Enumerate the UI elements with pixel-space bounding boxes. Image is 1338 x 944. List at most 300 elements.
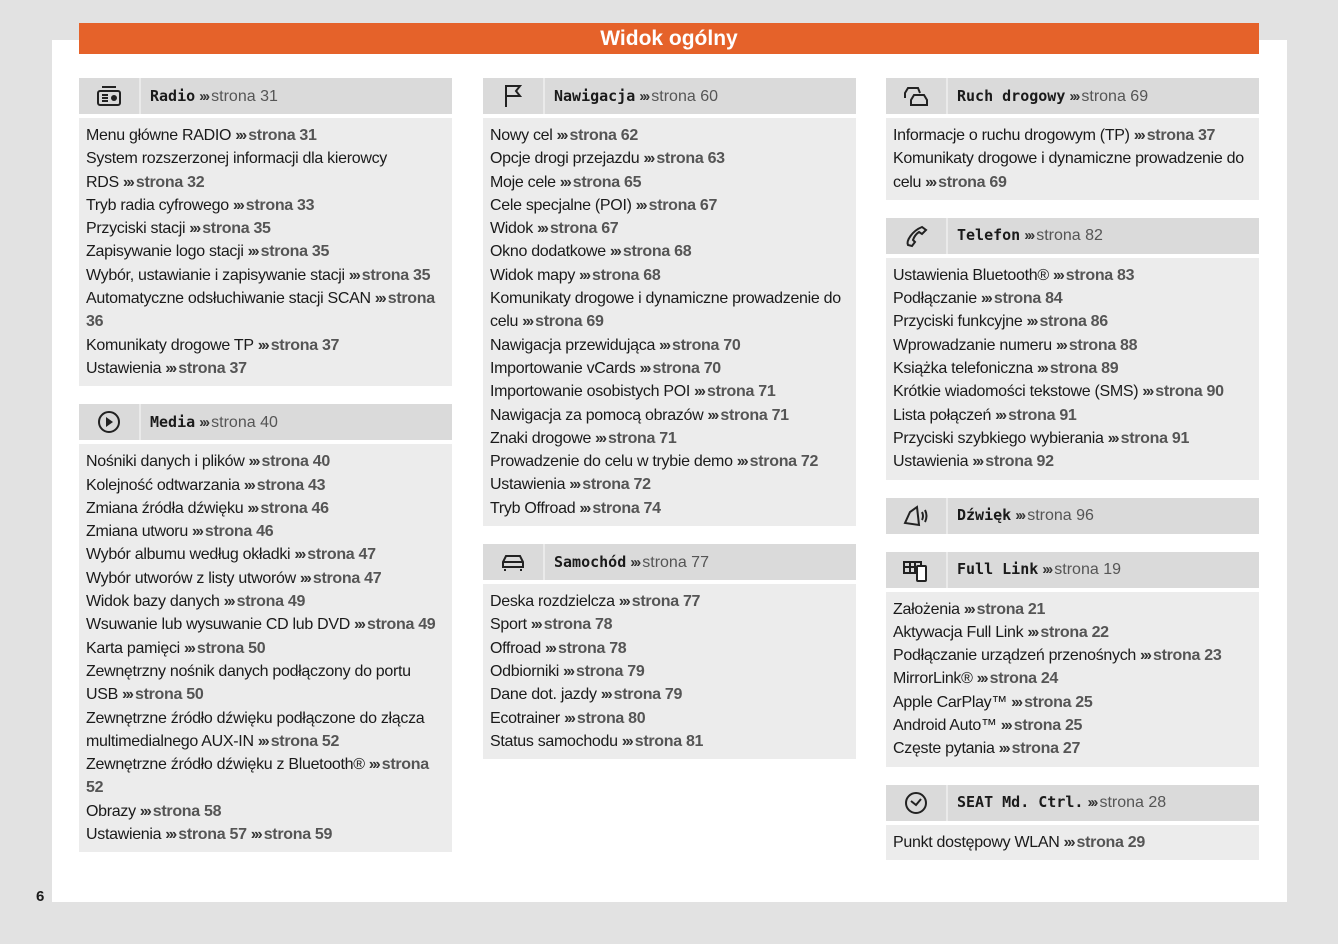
page-link[interactable]: strona 83 [1065,266,1135,284]
arrow-icon: ››› [1036,360,1047,378]
arrow-icon: ››› [348,266,359,284]
arrow-icon: ››› [1069,87,1079,105]
page-link[interactable]: strona 47 [307,546,376,564]
list-item [490,124,849,147]
clock-icon [886,785,948,821]
column-right [886,78,1259,878]
list-item [86,450,445,473]
section-items [886,592,1259,767]
list-item [490,497,849,520]
arrow-icon: ››› [374,290,385,308]
item-text: Cele specjalne (POI) [490,196,632,214]
radio-icon [79,78,141,114]
item-text: Widok bazy danych [86,593,220,611]
page-link[interactable]: strona 46 [260,499,329,517]
list-item [490,707,849,730]
section-title[interactable] [948,226,1103,245]
page-link[interactable]: strona 91 [1120,429,1190,447]
section-title[interactable] [948,793,1166,812]
list-item [893,450,1252,473]
list-item [86,474,445,497]
arrow-icon: ››› [199,87,209,105]
arrow-icon: ››› [635,196,646,214]
item-text: Komunikaty drogowe i dynamiczne prowadzenie do celu [893,150,1244,191]
list-item [490,171,849,194]
list-item [490,613,849,636]
arrow-icon: ››› [199,413,209,431]
item-text: Ustawienia [490,476,566,494]
list-item [86,800,445,823]
list-item [893,334,1252,357]
arrow-icon: ››› [368,756,379,774]
arrow-icon: ››› [248,453,259,471]
arrow-icon: ››› [556,127,567,144]
item-text: Automatyczne odsłuchiwanie stacji SCAN [86,290,371,308]
car-icon [483,544,545,580]
list-item [490,380,849,403]
page-link[interactable]: strona 22 [1040,623,1109,641]
page-link[interactable]: strona 78 [543,616,613,634]
list-item [490,427,849,450]
section-name: Radio [150,86,196,105]
item-text: Komunikaty drogowe i dynamiczne prowadzenie do celu [490,290,841,331]
item-text: Ustawienia [86,359,162,377]
page-link[interactable]: strona 77 [642,553,709,571]
page-link[interactable]: strona 68 [622,243,692,261]
item-text: MirrorLink® [893,670,973,688]
page-link[interactable]: strona 57 [178,826,247,844]
page-link[interactable]: strona 29 [1076,833,1145,851]
arrow-icon: ››› [183,639,194,657]
page-link[interactable]: strona 62 [569,127,638,144]
item-text: Wybór utworów z listy utworów [86,569,296,587]
section-name: Telefon [957,226,1021,245]
page-link[interactable]: strona 90 [1155,383,1224,401]
arrow-icon: ››› [1142,383,1153,401]
item-text: Dane dot. jazdy [490,686,597,704]
item-text: Informacje o ruchu drogowym (TP) [893,127,1130,144]
section-title[interactable] [141,413,278,432]
list-item [86,287,445,334]
item-text: Wsuwanie lub wysuwanie CD lub DVD [86,616,350,634]
list-item [893,621,1252,644]
page-link[interactable]: strona 33 [245,196,315,214]
list-item [86,334,445,357]
list-item [86,543,445,566]
list-item [86,660,445,707]
arrow-icon: ››› [639,87,649,105]
arrow-icon: ››› [736,453,747,471]
arrow-icon: ››› [232,196,243,214]
section-header [886,785,1259,821]
arrow-icon: ››› [639,359,650,377]
arrow-icon: ››› [595,429,606,447]
list-item [86,753,445,800]
item-text: Importowanie osobistych POI [490,383,690,401]
arrow-icon: ››› [122,686,132,704]
list-item [86,823,445,846]
arrow-icon: ››› [1087,794,1097,812]
traffic-icon [886,78,948,114]
item-text: Zmiana utworu [86,523,188,541]
page-link[interactable]: strona 50 [196,639,266,657]
section-items [79,118,452,386]
list-item [86,194,445,217]
list-item [893,737,1252,760]
page-link[interactable]: strona 21 [976,600,1046,618]
list-item [490,473,849,496]
section-traffic [886,78,1259,200]
arrow-icon: ››› [1024,227,1034,245]
item-text: Zewnętrzne źródło dźwięku podłączone do złącza multimedialnego AUX-IN [86,709,425,750]
item-text: Tryb Offroad [490,499,576,517]
arrow-icon: ››› [299,569,310,587]
page-link[interactable]: strona 92 [985,453,1054,471]
list-item [893,831,1252,854]
page-link[interactable]: strona 31 [248,127,317,144]
page-link[interactable]: strona 71 [720,406,789,424]
list-item [86,520,445,543]
arrow-icon: ››› [1015,507,1025,525]
page-link[interactable]: strona 28 [1099,794,1167,812]
item-text: Sport [490,616,527,634]
list-item [490,683,849,706]
page-link[interactable]: strona 49 [236,593,306,611]
item-text: Kolejność odtwarzania [86,476,240,494]
page-link[interactable]: strona 69 [1081,87,1149,105]
arrow-icon: ››› [621,732,632,750]
page-link[interactable]: strona 58 [152,802,222,820]
list-item [490,287,849,334]
item-text: Prowadzenie do celu w trybie demo [490,453,733,471]
page-link[interactable]: strona 67 [549,220,619,238]
list-item [490,264,849,287]
section-header [886,78,1259,114]
section-header [886,218,1259,254]
list-item [86,497,445,520]
list-item [86,590,445,613]
item-text: Status samochodu [490,732,618,750]
arrow-icon: ››› [694,383,704,401]
list-item [893,714,1252,737]
arrow-icon: ››› [579,266,590,284]
arrow-icon: ››› [643,150,654,168]
section-title[interactable] [948,506,1094,525]
list-item [490,147,849,170]
page-link[interactable]: strona 79 [576,662,645,680]
arrow-icon: ››› [707,406,718,424]
section-full-link [886,552,1259,767]
item-text: Odbiorniki [490,662,560,680]
column-left [79,78,452,870]
page-link[interactable]: strona 35 [202,220,271,238]
page-link[interactable]: strona 68 [592,266,661,284]
item-text: Ustawienia [86,826,162,844]
page-link[interactable]: strona 52 [270,732,340,750]
page-link[interactable]: strona 25 [1013,717,1083,735]
page-link[interactable]: strona 46 [204,523,274,541]
arrow-icon: ››› [139,802,150,820]
arrow-icon: ››› [976,670,987,688]
section-title[interactable] [545,87,718,106]
item-text: Podłączanie [893,290,977,308]
item-text: Komunikaty drogowe TP [86,336,254,354]
page-link[interactable]: strona 50 [134,686,204,704]
section-title[interactable] [948,560,1121,579]
page-link[interactable]: strona 81 [634,732,704,750]
page-link[interactable]: strona 84 [993,290,1063,308]
item-text: Opcje drogi przejazdu [490,150,640,168]
list-item [490,450,849,473]
page-link[interactable]: strona 40 [261,453,330,471]
arrow-icon: ››› [122,173,133,191]
page-link[interactable]: strona 49 [366,616,436,634]
arrow-icon: ››› [618,593,629,611]
arrow-icon: ››› [544,639,555,657]
item-text: Książka telefoniczna [893,360,1033,378]
page-link[interactable]: strona 52 [86,756,429,797]
page-link[interactable]: strona 31 [211,87,278,105]
full-link-icon [886,552,948,588]
item-text: System rozszerzonej informacji dla kierowcy RDS [86,150,387,191]
page-link[interactable]: strona 72 [749,453,819,471]
page-link[interactable]: strona 37 [270,336,340,354]
item-text: Deska rozdzielcza [490,593,615,611]
section-header [483,544,856,580]
item-text: Ecotrainer [490,709,560,727]
item-text: Nowy cel [490,127,553,144]
page-link[interactable]: strona 82 [1036,227,1103,245]
page-link[interactable]: strona 40 [211,413,278,431]
arrow-icon: ››› [165,826,176,844]
speaker-icon [886,498,948,534]
arrow-icon: ››› [353,616,364,634]
arrow-icon: ››› [1140,647,1150,665]
item-text: Założenia [893,600,960,618]
list-item [86,147,445,194]
list-item [86,613,445,636]
page-link[interactable]: strona 80 [576,709,646,727]
play-icon [79,404,141,440]
list-item [490,637,849,660]
arrow-icon: ››› [1026,313,1037,331]
page-link[interactable]: strona 35 [260,243,330,261]
section-name: Samochód [554,552,627,571]
arrow-icon: ››› [995,406,1006,424]
page-link[interactable]: strona 60 [651,87,718,105]
phone-icon [886,218,948,254]
page-link[interactable]: strona 59 [263,826,333,844]
section-title[interactable] [948,87,1148,106]
item-text: Krótkie wiadomości tekstowe (SMS) [893,383,1139,401]
section-items [886,825,1259,860]
section-header [79,78,452,114]
list-item [490,590,849,613]
page-link[interactable]: strona 37 [178,359,247,377]
section-name: Media [150,412,196,431]
item-text: Apple CarPlay™ [893,693,1008,711]
page-link[interactable]: strona 71 [706,383,776,401]
item-text: Ustawienia [893,453,969,471]
arrow-icon: ››› [294,546,305,564]
arrow-icon: ››› [600,686,611,704]
page-link[interactable]: strona 65 [572,173,642,191]
item-text: Podłączanie urządzeń przenośnych [893,647,1137,665]
list-item [86,567,445,590]
arrow-icon: ››› [925,173,936,191]
section-radio [79,78,452,386]
list-item [893,644,1252,667]
page-link[interactable]: strona 19 [1054,561,1121,579]
list-item [893,357,1252,380]
item-text: Moje cele [490,173,556,191]
list-item [893,147,1252,194]
arrow-icon: ››› [559,173,570,191]
arrow-icon: ››› [1052,266,1063,284]
arrow-icon: ››› [250,826,261,844]
page-number: 6 [36,888,45,905]
page-link[interactable]: strona 67 [648,196,718,214]
page-link[interactable]: strona 72 [582,476,651,494]
section-items [79,444,452,852]
list-item [893,287,1252,310]
arrow-icon: ››› [1042,561,1052,579]
list-item [490,357,849,380]
section-play [79,404,452,852]
page-link[interactable]: strona 36 [86,290,435,331]
page-link[interactable]: strona 78 [557,639,627,657]
item-text: Okno dodatkowe [490,243,606,261]
page-link[interactable]: strona 77 [631,593,701,611]
column-middle [483,78,856,777]
page-link[interactable]: strona 89 [1049,360,1119,378]
item-text: Importowanie vCards [490,359,636,377]
item-text: Offroad [490,639,541,657]
list-item [86,240,445,263]
section-name: Ruch drogowy [957,86,1066,105]
section-items [886,258,1259,480]
item-text: Obrazy [86,802,136,820]
page-link[interactable]: strona 79 [613,686,683,704]
page-link[interactable]: strona 86 [1039,313,1108,331]
arrow-icon: ››› [1011,693,1022,711]
page-link[interactable]: strona 32 [135,173,205,191]
item-text: Widok mapy [490,266,576,284]
page-link[interactable]: strona 35 [361,266,431,284]
arrow-icon: ››› [980,290,991,308]
list-item [86,264,445,287]
section-title[interactable] [545,553,709,572]
item-text: Zewnętrzny nośnik danych podłączony do portu USB [86,662,411,704]
page-link[interactable]: strona 63 [656,150,725,168]
arrow-icon: ››› [1027,623,1038,641]
section-clock [886,785,1259,860]
page-link[interactable]: strona 96 [1027,507,1094,525]
page-link[interactable]: strona 91 [1008,406,1077,424]
item-text: Częste pytania [893,740,995,758]
list-item [893,691,1252,714]
item-text: Wprowadzanie numeru [893,336,1052,354]
list-item [490,404,849,427]
section-items [483,118,856,526]
item-text: Wybór albumu według okładki [86,546,291,564]
arrow-icon: ››› [530,616,541,634]
page-link[interactable]: strona 27 [1011,740,1081,758]
section-header [886,552,1259,588]
list-item [86,217,445,240]
item-text: Android Auto™ [893,717,997,735]
page-link[interactable]: strona 25 [1024,693,1093,711]
page-title: Widok ogólny [79,23,1259,54]
item-text: Zmiana źródła dźwięku [86,499,244,517]
section-car [483,544,856,759]
item-text: Zapisywanie logo stacji [86,243,244,261]
arrow-icon: ››› [1133,127,1144,144]
list-item [86,637,445,660]
arrow-icon: ››› [563,662,574,680]
item-text: Lista połączeń [893,406,992,424]
arrow-icon: ››› [235,127,246,144]
item-text: Ustawienia Bluetooth® [893,266,1049,284]
item-text: Wybór, ustawianie i zapisywanie stacji [86,266,345,284]
list-item [893,667,1252,690]
list-item [86,357,445,380]
item-text: Widok [490,220,533,238]
section-name: SEAT Md. Ctrl. [957,793,1084,812]
item-text: Przyciski funkcyjne [893,313,1023,331]
section-name: Nawigacja [554,86,636,105]
arrow-icon: ››› [223,593,234,611]
section-items [886,118,1259,200]
page-link[interactable]: strona 70 [652,359,721,377]
list-item [86,124,445,147]
item-text: Tryb radia cyfrowego [86,196,229,214]
list-item [86,707,445,754]
arrow-icon: ››› [247,243,258,261]
page-link[interactable]: strona 43 [256,476,326,494]
page-link[interactable]: strona 47 [312,569,382,587]
arrow-icon: ››› [257,336,268,354]
section-name: Full Link [957,560,1039,579]
page-link[interactable]: strona 23 [1153,647,1222,665]
item-text: Przyciski stacji [86,220,186,238]
page-link[interactable]: strona 88 [1068,336,1138,354]
arrow-icon: ››› [579,499,590,517]
list-item [490,660,849,683]
section-speaker [886,498,1259,534]
arrow-icon: ››› [963,600,974,618]
page-link[interactable]: strona 24 [989,670,1059,688]
page-link[interactable]: strona 37 [1146,127,1216,144]
page-link[interactable]: strona 69 [938,173,1007,191]
page-link[interactable]: strona 71 [608,429,677,447]
item-text: Nawigacja za pomocą obrazów [490,406,704,424]
section-phone [886,218,1259,480]
page-link[interactable]: strona 70 [672,336,741,354]
item-text: Karta pamięci [86,639,180,657]
section-name: Dźwięk [957,506,1012,525]
arrow-icon: ››› [522,313,533,331]
item-text: Punkt dostępowy WLAN [893,833,1060,851]
page-link[interactable]: strona 69 [535,313,604,331]
section-title[interactable] [141,87,278,106]
page-link[interactable]: strona 74 [592,499,661,517]
list-item [490,194,849,217]
arrow-icon: ››› [536,220,547,238]
arrow-icon: ››› [998,740,1009,758]
item-text: Znaki drogowe [490,429,592,447]
arrow-icon: ››› [569,476,580,494]
